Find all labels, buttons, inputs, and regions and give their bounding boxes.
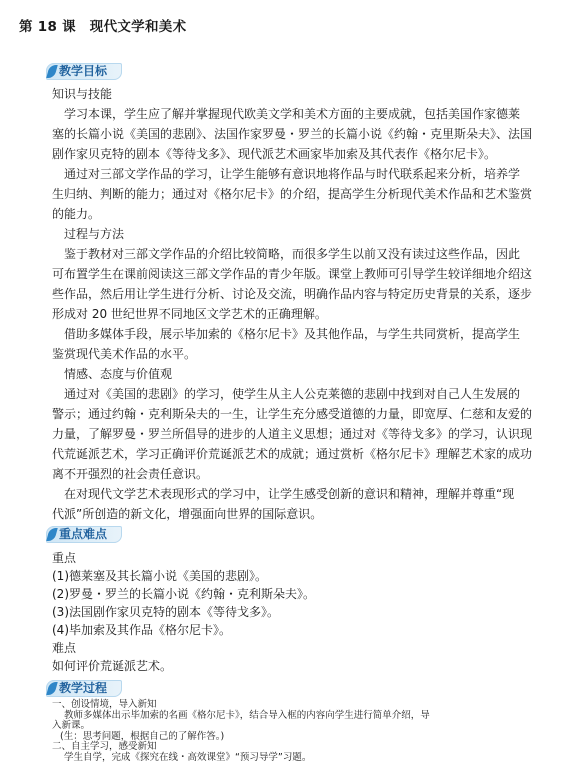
- paragraph-line: 生归纳、判断的能力；通过对《格尔尼卡》的介绍，提高学生分析现代美术作品和艺术鉴赏: [52, 187, 533, 201]
- paragraph-line: 教师多媒体出示毕加索的名画《格尔尼卡》，结合导入框的内容向学生进行简单介绍，导: [64, 709, 430, 721]
- subheading-key-points: 重点: [52, 551, 77, 565]
- list-item: (2)罗曼・罗兰的长篇小说《约翰・克利斯朵夫》。: [52, 587, 315, 601]
- paragraph-line: 入新课。: [52, 720, 91, 731]
- subheading-attitude-values: 情感、态度与价值观: [64, 367, 173, 381]
- paragraph-line: 代荒诞派艺术，学习正确评价荒诞派艺术的成就；通过赏析《格尔尼卡》理解艺术家的成功: [52, 447, 533, 461]
- leaf-icon: [46, 65, 57, 78]
- section-badge-process: [46, 680, 122, 697]
- paragraph-line: 代派”所创造的新文化，增强面向世界的国际意识。: [52, 507, 323, 521]
- subheading-knowledge: 知识与技能: [52, 87, 113, 101]
- paragraph-line: 学生自学，完成《探究在线・高效课堂》“预习导学”习题。: [64, 751, 312, 763]
- leaf-icon: [46, 528, 57, 541]
- paragraph-line: 通过对《美国的悲剧》的学习，使学生从主人公克莱德的悲剧中找到对自己人生发展的: [64, 387, 521, 401]
- section-heading: 教学过程: [59, 681, 108, 695]
- page-title: 第 18 课 现代文学和美术: [19, 19, 187, 35]
- list-item: (4)毕加索及其作品《格尔尼卡》。: [52, 623, 231, 637]
- paragraph-line: 离不开强烈的社会责任意识。: [52, 467, 209, 481]
- paragraph-line: (生：思考问题，根据自己的了解作答。): [60, 730, 225, 742]
- section-badge-key-points: [46, 526, 122, 543]
- section-badge-objectives: [46, 63, 122, 80]
- subheading-process-method: 过程与方法: [64, 227, 125, 241]
- paragraph-line: 力量，了解罗曼・罗兰所倡导的进步的人道主义思想；通过对《等待戈多》的学习，认识现: [52, 427, 533, 441]
- section-heading: 教学目标: [59, 64, 108, 78]
- step-heading: 二、自主学习，感受新知: [52, 741, 157, 752]
- paragraph-line: 形成对 20 世纪世界不同地区文学艺术的正确理解。: [52, 307, 327, 321]
- list-item: (1)德莱塞及其长篇小说《美国的悲剧》。: [52, 569, 267, 583]
- subheading-difficulty: 难点: [52, 641, 77, 655]
- list-item: (3)法国剧作家贝克特的剧本《等待戈多》。: [52, 605, 279, 619]
- paragraph-line: 借助多媒体手段，展示毕加索的《格尔尼卡》及其他作品，与学生共同赏析，提高学生: [64, 327, 521, 341]
- paragraph-line: 些作品，然后用让学生进行分析、讨论及交流，明确作品内容与特定历史背景的关系，逐步: [52, 287, 533, 301]
- paragraph-line: 在对现代文学艺术表现形式的学习中，让学生感受创新的意识和精神，理解并尊重“现: [64, 487, 515, 501]
- paragraph-line: 通过对三部文学作品的学习，让学生能够有意识地将作品与时代联系起来分析，培养学: [64, 167, 521, 181]
- paragraph-line: 警示；通过约翰・克利斯朵夫的一生，让学生充分感受道德的力量，即宽厚、仁慈和友爱的: [52, 407, 533, 421]
- paragraph-line: 剧作家贝克特的剧本《等待戈多》、现代派艺术画家毕加索及其代表作《格尔尼卡》。: [52, 147, 497, 161]
- paragraph-line: 可布置学生在课前阅读这三部文学作品的青少年版。课堂上教师可引导学生较详细地介绍这: [52, 267, 533, 281]
- paragraph-line: 学习本课，学生应了解并掌握现代欧美文学和美术方面的主要成就，包括美国作家德莱: [64, 107, 521, 121]
- paragraph-line: 的能力。: [52, 207, 101, 221]
- paragraph-line: 鉴于教材对三部文学作品的介绍比较简略，而很多学生以前又没有读过这些作品，因此: [64, 247, 521, 261]
- step-heading: 一、创设情境，导入新知: [52, 699, 157, 710]
- section-heading: 重点难点: [59, 527, 108, 541]
- paragraph-line: 塞的长篇小说《美国的悲剧》、法国作家罗曼・罗兰的长篇小说《约翰・克里斯朵夫》、法国: [52, 127, 533, 141]
- paragraph-line: 鉴赏现代美术作品的水平。: [52, 347, 197, 361]
- leaf-icon: [46, 682, 57, 695]
- paragraph-line: 如何评价荒诞派艺术。: [52, 659, 173, 673]
